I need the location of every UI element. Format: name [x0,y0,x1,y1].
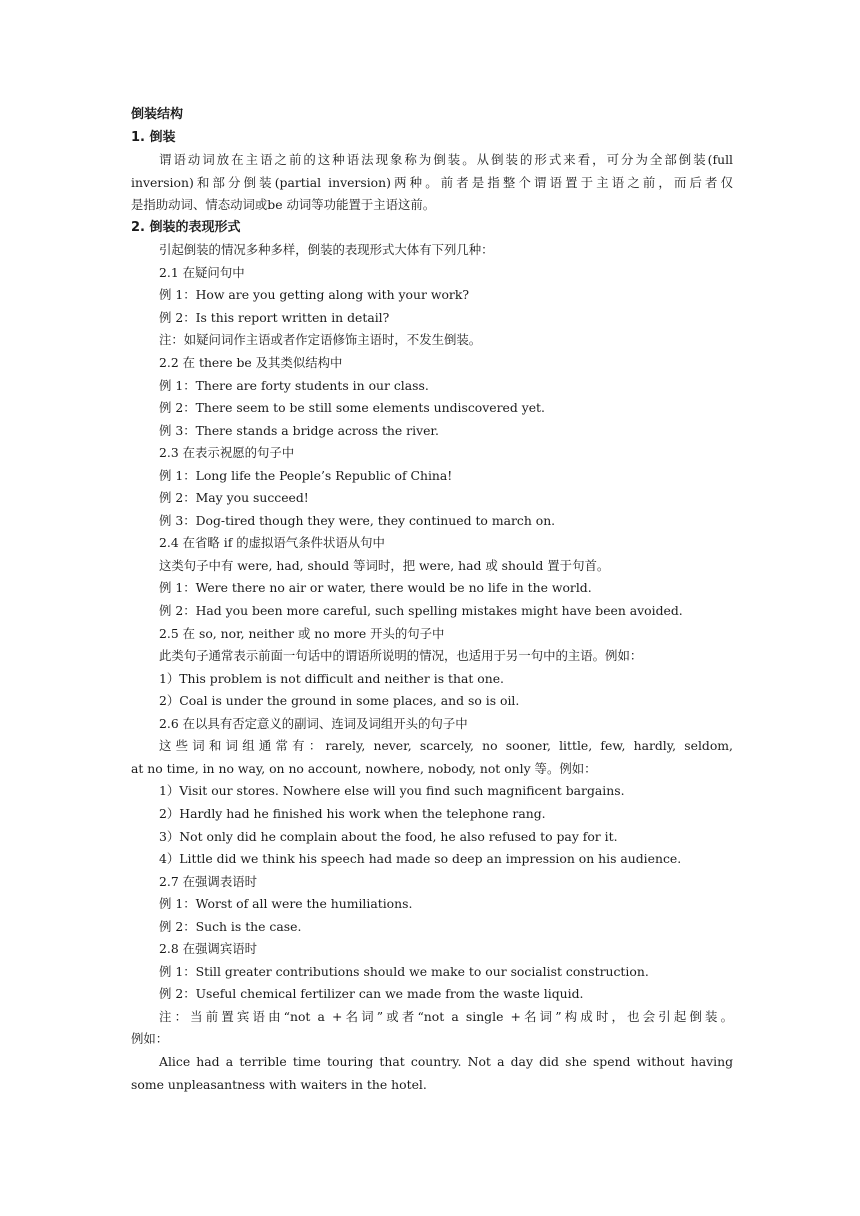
example-line: 例 2：There seem to be still some elements undiscovered yet. [159,400,545,416]
example-line: 例 3：Dog-tired though they were, they continued to march on. [159,512,556,528]
subsection-title: 2.2 在 there be 及其类似结构中 [159,355,343,371]
section-2-heading: 2. 倒装的表现形式 [131,219,241,235]
example-line: some unpleasantness with waiters in the hotel. [131,1076,427,1092]
subsection-title: 2.3 在表示祝愿的句子中 [159,445,295,461]
example-line: 例 1：There are forty students in our class. [159,377,429,393]
example-line: 例 2：Had you been more careful, such spelling mistakes might have been avoided. [159,603,683,619]
example-line: 1）Visit our stores. Nowhere else will you find such magnificent bargains. [159,783,625,799]
explanation-line: at no time, in no way, on no account, nowhere, nobody, not only 等。例如： [131,760,597,776]
paragraph-line: 谓语动词放在主语之前的这种语法现象称为倒装。从倒装的形式来看，可分为全部倒装(full [159,152,733,168]
note-line: 注：如疑问词作主语或者作定语修饰主语时，不发生倒装。 [159,332,482,348]
subsection-title: 2.7 在强调表语时 [159,873,257,889]
subsection-title: 2.1 在疑问句中 [159,264,245,280]
example-line: 例 1：Long life the People’s Republic of China! [159,467,453,483]
example-line: 例 2：Useful chemical fertilizer can we made from the waste liquid. [159,986,584,1002]
example-line: 3）Not only did he complain about the food, he also refused to pay for it. [159,828,618,844]
paragraph-line: 是指助动词、情态动词或be 动词等功能置于主语这前。 [131,197,436,213]
example-line: 例 1：Worst of all were the humiliations. [159,896,413,912]
explanation-line: 这些词和词组通常有：rarely, never, scarcely, no sooner, little, few, hardly, seldom, [159,738,733,754]
example-line: 例 2：May you succeed! [159,490,309,506]
note-line: 例如： [131,1031,169,1047]
paragraph-line: inversion)和部分倒装(partial inversion)两种。前者是指整个谓语置于主语之前，而后者仅 [131,174,733,190]
note-line: 注：当前置宾语由“not a +名词”或者“not a single +名词”构成时，也会引起倒装。 [159,1008,733,1024]
section-1-heading: 1. 倒装 [131,129,176,145]
explanation-line: 这类句子中有 were, had, should 等词时，把 were, had 或 should 置于句首。 [159,557,610,573]
example-line: 例 2：Is this report written in detail? [159,309,390,325]
example-line: 2）Hardly had he finished his work when the telephone rang. [159,805,546,821]
example-line: 例 1：Still greater contributions should we make to our socialist construction. [159,963,649,979]
subsection-title: 2.8 在强调宾语时 [159,941,257,957]
document-body [131,104,733,1096]
example-line: 2）Coal is under the ground in some places, and so is oil. [159,693,520,709]
subsection-title: 2.6 在以具有否定意义的副词、连词及词组开头的句子中 [159,715,468,731]
explanation-line: 此类句子通常表示前面一句话中的谓语所说明的情况，也适用于另一句中的主语。例如： [159,648,643,664]
example-line: 例 3：There stands a bridge across the river. [159,422,439,438]
document-title: 倒装结构 [131,107,184,122]
example-line: 例 1：How are you getting along with your work? [159,287,469,303]
subsection-title: 2.4 在省略 if 的虚拟语气条件状语从句中 [159,535,385,551]
example-line: Alice had a terrible time touring that country. Not a day did she spend without having [159,1053,733,1069]
section-2-intro: 引起倒装的情况多种多样，倒装的表现形式大体有下列几种： [159,242,494,258]
subsection-title: 2.5 在 so, nor, neither 或 no more 开头的句子中 [159,625,445,641]
example-line: 1）This problem is not difficult and neither is that one. [159,670,504,686]
example-line: 例 1：Were there no air or water, there would be no life in the world. [159,580,592,596]
example-line: 例 2：Such is the case. [159,918,302,934]
example-line: 4）Little did we think his speech had made so deep an impression on his audience. [159,851,682,867]
